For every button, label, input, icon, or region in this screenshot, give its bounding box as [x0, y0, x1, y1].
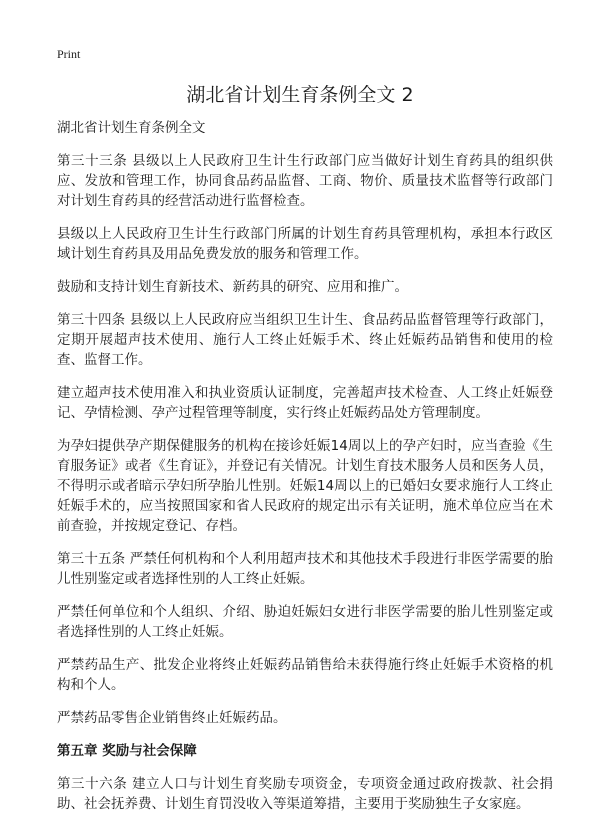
paragraph-ultrasound-certification: 建立超声技术使用准入和执业资质认证制度，完善超声技术检查、人工终止妊娠登记、孕情检测、孕产过程管理等制度，实行终止妊娠药品处方管理制度。	[57, 385, 553, 421]
paragraph-prohibit-wholesale: 严禁药品生产、批发企业将终止妊娠药品销售给未获得施行终止妊娠手术资格的机构和个人。	[57, 657, 553, 693]
document-subtitle: 湖北省计划生育条例全文	[57, 120, 206, 136]
paragraph-drug-agency: 县级以上人民政府卫生计生行政部门所属的计划生育药具管理机构，承担本行政区域计划生育药具及用品免费发放的服务和管理工作。	[57, 226, 553, 262]
paragraph-encourage-research: 鼓励和支持计划生育新技术、新药具的研究、应用和推广。	[57, 279, 408, 295]
paragraph-prohibit-retail: 严禁药品零售企业销售终止妊娠药品。	[57, 710, 287, 726]
chapter-heading: 第五章 奖励与社会保障	[57, 743, 197, 759]
paragraph-prohibit-organizing: 严禁任何单位和个人组织、介绍、胁迫妊娠妇女进行非医学需要的胎儿性别鉴定或者选择性别的人工终止妊娠。	[57, 604, 553, 640]
paragraph-article-35: 第三十五条 严禁任何机构和个人利用超声技术和其他技术手段进行非医学需要的胎儿性别鉴定或者选择性别的人工终止妊娠。	[57, 551, 553, 587]
print-link[interactable]: Print	[57, 47, 81, 61]
document-body	[57, 118, 553, 827]
paragraph-prenatal-care: 为孕妇提供孕产期保健服务的机构在接诊妊娠14周以上的孕产妇时，应当查验《生育服务证》或者《生育证》，并登记有关情况。计划生育技术服务人员和医务人员，不得明示或者暗示孕妇所孕胎儿性别。妊娠14周以上的已婚妇女要求施行人工终止妊娠手术的，应当按照国家和省人民政府的规定出示有关证明，施术单位应当在术前查验，并按规定登记、存档。	[57, 438, 553, 534]
page-title: 湖北省计划生育条例全文 2	[186, 84, 414, 106]
paragraph-article-33: 第三十三条 县级以上人民政府卫生计生行政部门应当做好计划生育药具的组织供应、发放和管理工作，协同食品药品监督、工商、物价、质量技术监督等行政部门对计划生育药具的经营活动进行监督检查。	[57, 153, 553, 209]
paragraph-article-36: 第三十六条 建立人口与计划生育奖励专项资金，专项资金通过政府拨款、社会捐助、社会抚养费、计划生育罚没收入等渠道筹措，主要用于奖励独生子女家庭。	[57, 776, 553, 812]
paragraph-article-34: 第三十四条 县级以上人民政府应当组织卫生计生、食品药品监督管理等行政部门，定期开展超声技术使用、施行人工终止妊娠手术、终止妊娠药品销售和使用的检查、监督工作。	[57, 312, 553, 368]
